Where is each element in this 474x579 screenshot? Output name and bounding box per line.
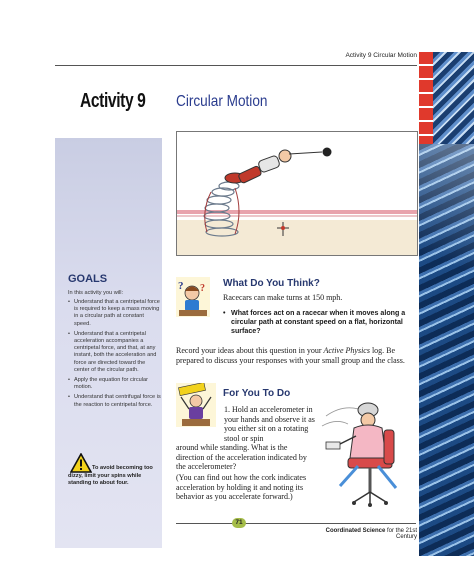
statement-text: Racecars can make turns at 150 mph. xyxy=(223,293,343,302)
record-text-start: Record your ideas about this question in your xyxy=(176,346,324,355)
step-1-continued: around while standing. What is the direction of the acceleration indicated by the accelerometer? xyxy=(176,443,307,472)
activity-label: Activity 9 xyxy=(80,90,146,112)
goals-list xyxy=(68,299,162,412)
goals-heading: GOALS xyxy=(68,273,108,285)
page-number: 71 xyxy=(232,518,246,528)
goal-item: • Apply the equation for circular motion. xyxy=(68,377,162,391)
red-stripe-band xyxy=(419,52,433,144)
goals-intro: In this activity you will: xyxy=(68,290,124,296)
footer-brand: Coordinated Science xyxy=(325,528,386,534)
for-you-to-do-heading: For You To Do xyxy=(223,388,291,399)
goal-item: • Understand that a centripetal acceleration accompanies a centripetal force, and that, at any instant, both the acceleration and force are directed toward the center of the circular path. xyxy=(68,331,162,374)
step-1-text: 1. Hold an accelerometer in your hands and observe it as you either sit on a rotating stool or spin xyxy=(224,405,315,443)
footer-title xyxy=(307,528,417,540)
hammer-throw-illustration xyxy=(176,131,418,256)
svg-text:?: ? xyxy=(178,280,184,292)
record-text-end: log. Be prepared to discuss your responses with your small group and the class. xyxy=(176,346,405,365)
goal-item: • Understand that centrifugal force is the reaction to centripetal force. xyxy=(68,394,162,408)
footer-title-rest: for the 21st Century xyxy=(385,528,417,540)
running-head: Activity 9 Circular Motion xyxy=(345,52,417,59)
safety-warning: To avoid becoming too dizzy, limit your spins while standing to about four. xyxy=(68,465,153,487)
svg-text:?: ? xyxy=(200,283,205,294)
record-ideas-text xyxy=(176,346,408,365)
record-text-emphasis: Active Physics xyxy=(323,346,370,355)
thinking-student-icon xyxy=(176,277,210,317)
goal-item: • Understand that a centripetal force is required to keep a mass moving in a circular path at constant speed. xyxy=(68,299,162,328)
footer-rule xyxy=(176,523,416,524)
cheering-student-icon xyxy=(176,383,216,427)
hint-text: (You can find out how the cork indicates acceleration by holding it and noting its behavior as you accelerate forward.) xyxy=(176,473,307,502)
decorative-art-strip xyxy=(419,144,474,556)
what-do-you-think-heading: What Do You Think? xyxy=(223,278,320,289)
question-bullet: • What forces act on a racecar when it moves along a circular path at constant speed on a flat, horizontal surface? xyxy=(223,309,409,337)
activity-title: Circular Motion xyxy=(176,93,268,110)
header-rule xyxy=(55,65,417,66)
decorative-art-top xyxy=(433,52,474,144)
spinning-chair-illustration xyxy=(318,396,418,508)
